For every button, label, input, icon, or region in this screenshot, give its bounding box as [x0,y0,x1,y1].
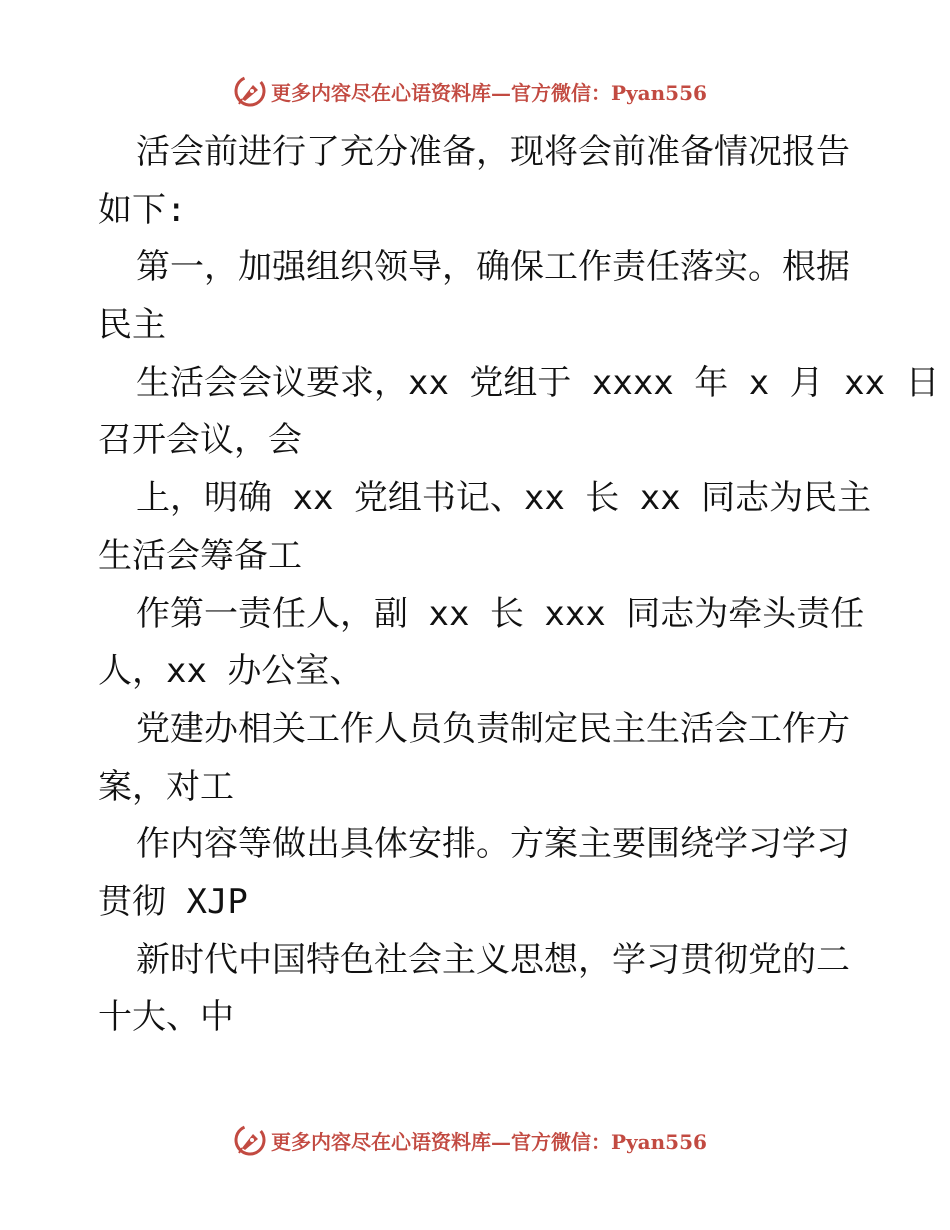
pen-nib-logo-icon [233,1123,267,1157]
header-watermark [233,73,707,109]
watermark-text: 更多内容尽在心语资料库—官方微信：Pyan556 [271,1129,707,1154]
body-line: 如下: [98,189,187,230]
pen-nib-logo-icon [233,74,267,108]
body-line: 党建办相关工作人员负责制定民主生活会工作方 [136,708,850,749]
body-line: 第一，加强组织领导，确保工作责任落实。根据 [136,247,850,288]
body-line: 生活会筹备工 [98,535,302,576]
footer-watermark [233,1122,707,1158]
body-line: 召开会议，会 [98,420,302,461]
body-line: 十大、中 [98,997,234,1038]
body-line: 作内容等做出具体安排。方案主要围绕学习学习 [136,824,850,865]
body-line: 民主 [98,305,166,346]
body-line: 贯彻 XJP [98,881,248,922]
body-line: 上，明确 xx 党组书记、xx 长 xx 同志为民主 [136,478,872,519]
body-line: 作第一责任人，副 xx 长 xxx 同志为牵头责任 [136,593,865,634]
body-line: 生活会会议要求，xx 党组于 xxxx 年 x 月 xx 日 [136,362,940,403]
watermark-text: 更多内容尽在心语资料库—官方微信：Pyan556 [271,80,707,105]
body-line: 人，xx 办公室、 [98,651,364,692]
body-line: 活会前进行了充分准备，现将会前准备情况报告 [136,132,850,172]
document-body [98,124,940,1047]
body-line: 新时代中国特色社会主义思想，学习贯彻党的二 [136,939,850,980]
body-line: 案，对工 [98,766,234,807]
